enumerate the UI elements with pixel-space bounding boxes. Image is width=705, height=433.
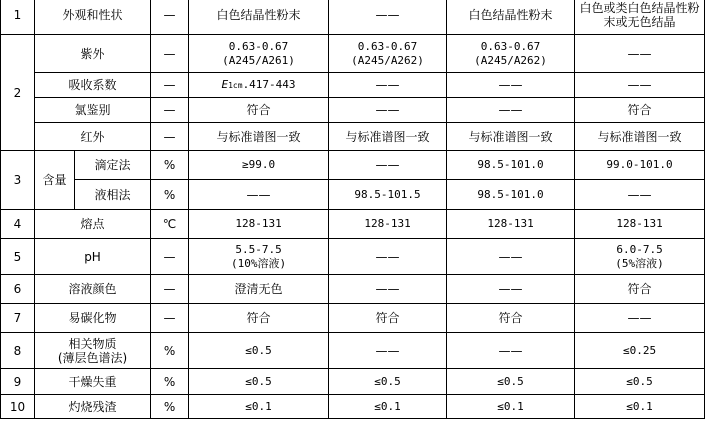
value-cell: —— (329, 275, 447, 304)
value-cell: 98.5-101.5 (329, 180, 447, 210)
row-number: 3 (1, 151, 35, 210)
item-name: 灼烧残渣 (35, 395, 151, 419)
unit-cell: % (151, 333, 189, 369)
value-note: (A245/A261) (222, 53, 295, 67)
value-cell: ≤0.1 (447, 395, 575, 419)
value-cell: ≤0.5 (189, 333, 329, 369)
row-number: 10 (1, 395, 35, 419)
table-row (1, 35, 705, 73)
value-cell: ≤0.1 (329, 395, 447, 419)
unit-cell: — (151, 35, 189, 73)
value-cell: ≤0.1 (189, 395, 329, 419)
value-cell: ≤0.25 (575, 333, 705, 369)
item-name: 紫外 (35, 35, 151, 73)
value-note: (10%溶液) (230, 256, 287, 270)
value-cell: 99.0-101.0 (575, 151, 705, 180)
item-name (35, 333, 151, 369)
item-name: 溶液颜色 (35, 275, 151, 304)
unit-cell: — (151, 304, 189, 333)
value-cell: 98.5-101.0 (447, 151, 575, 180)
unit-cell: — (151, 98, 189, 123)
value-cell (329, 35, 447, 73)
item-note: (薄层色谱法) (57, 350, 128, 365)
absorbance-subscript: 1cm (228, 80, 243, 90)
item-line: 相关物质 (68, 336, 117, 351)
value-cell: —— (447, 98, 575, 123)
table-row (1, 275, 705, 304)
unit-cell: % (151, 151, 189, 180)
method-name: 滴定法 (75, 151, 151, 180)
table-row (1, 304, 705, 333)
item-name: 红外 (35, 123, 151, 151)
value-line: 0.63-0.67 (357, 39, 418, 53)
value-cell (575, 239, 705, 275)
value-cell: —— (575, 180, 705, 210)
value-cell: ≤0.5 (329, 369, 447, 395)
value-cell: 符合 (189, 98, 329, 123)
unit-cell: — (151, 123, 189, 151)
value-cell: 符合 (329, 304, 447, 333)
unit-cell: ℃ (151, 210, 189, 239)
table-row (1, 73, 705, 98)
value-cell: —— (189, 180, 329, 210)
item-name: 氯鉴别 (35, 98, 151, 123)
value-cell: 白色结晶性粉末 (189, 0, 329, 35)
table-row (1, 395, 705, 419)
table-row (1, 333, 705, 369)
item-name: 吸收系数 (35, 73, 151, 98)
item-name: 干燥失重 (35, 369, 151, 395)
row-number: 6 (1, 275, 35, 304)
value-cell: 98.5-101.0 (447, 180, 575, 210)
value-line: 0.63-0.67 (228, 39, 289, 53)
table-row (1, 210, 705, 239)
value-cell: 128-131 (189, 210, 329, 239)
absorbance-symbol: E (221, 77, 229, 91)
item-name: 易碳化物 (35, 304, 151, 333)
value-cell: ≤0.1 (575, 395, 705, 419)
value-line: 6.0-7.5 (616, 242, 663, 256)
unit-cell: — (151, 275, 189, 304)
value-note: (A245/A262) (351, 53, 424, 67)
value-cell: 符合 (189, 304, 329, 333)
value-line: 5.5-7.5 (235, 242, 282, 256)
unit-cell: — (151, 239, 189, 275)
value-cell: ≥99.0 (189, 151, 329, 180)
table-row (1, 180, 705, 210)
value-cell: —— (329, 0, 447, 35)
value-cell: —— (447, 73, 575, 98)
value-cell: 澄清无色 (189, 275, 329, 304)
value-note: (A245/A262) (474, 53, 547, 67)
value-cell: ≤0.5 (447, 369, 575, 395)
value-cell: 128-131 (447, 210, 575, 239)
row-number: 1 (1, 0, 35, 35)
row-number: 8 (1, 333, 35, 369)
value-cell: 白色结晶性粉末 (447, 0, 575, 35)
item-name: 含量 (35, 151, 75, 210)
table-row (1, 239, 705, 275)
value-cell: 128-131 (329, 210, 447, 239)
value-cell: —— (329, 73, 447, 98)
value-cell: 白色或类白色结晶性粉末或无色结晶 (575, 0, 705, 35)
value-note: (5%溶液) (615, 256, 664, 270)
table-row (1, 369, 705, 395)
value-cell: —— (329, 239, 447, 275)
value-cell: 符合 (575, 275, 705, 304)
value-cell: 与标准谱图一致 (575, 123, 705, 151)
value-cell: —— (447, 239, 575, 275)
unit-cell: % (151, 369, 189, 395)
value-cell: —— (575, 35, 705, 73)
value-cell: —— (329, 333, 447, 369)
value-cell: ≤0.5 (189, 369, 329, 395)
value-cell (189, 73, 329, 98)
value-line: 0.63-0.67 (480, 39, 541, 53)
value-cell: —— (329, 151, 447, 180)
unit-cell: % (151, 180, 189, 210)
value-cell (447, 35, 575, 73)
item-name: 熔点 (35, 210, 151, 239)
value-cell: ≤0.5 (575, 369, 705, 395)
value-cell (189, 35, 329, 73)
value-cell: 符合 (447, 304, 575, 333)
item-name: 外观和性状 (35, 0, 151, 35)
row-number: 4 (1, 210, 35, 239)
table-row (1, 0, 705, 35)
unit-cell: — (151, 0, 189, 35)
value-cell: 128-131 (575, 210, 705, 239)
value-cell (189, 239, 329, 275)
row-number: 5 (1, 239, 35, 275)
method-name: 液相法 (75, 180, 151, 210)
table-row (1, 98, 705, 123)
value-cell: —— (447, 275, 575, 304)
value-cell: —— (575, 304, 705, 333)
value-cell: —— (329, 98, 447, 123)
value-cell: 与标准谱图一致 (447, 123, 575, 151)
value-cell: 与标准谱图一致 (189, 123, 329, 151)
value-cell: 符合 (575, 98, 705, 123)
row-number: 7 (1, 304, 35, 333)
value-cell: 与标准谱图一致 (329, 123, 447, 151)
table-row (1, 151, 705, 180)
unit-cell: % (151, 395, 189, 419)
value-cell: —— (575, 73, 705, 98)
absorbance-value: .417-443 (242, 77, 296, 91)
table-row (1, 123, 705, 151)
row-number: 2 (1, 35, 35, 151)
row-number: 9 (1, 369, 35, 395)
unit-cell: — (151, 73, 189, 98)
item-name: pH (35, 239, 151, 275)
value-cell: —— (447, 333, 575, 369)
